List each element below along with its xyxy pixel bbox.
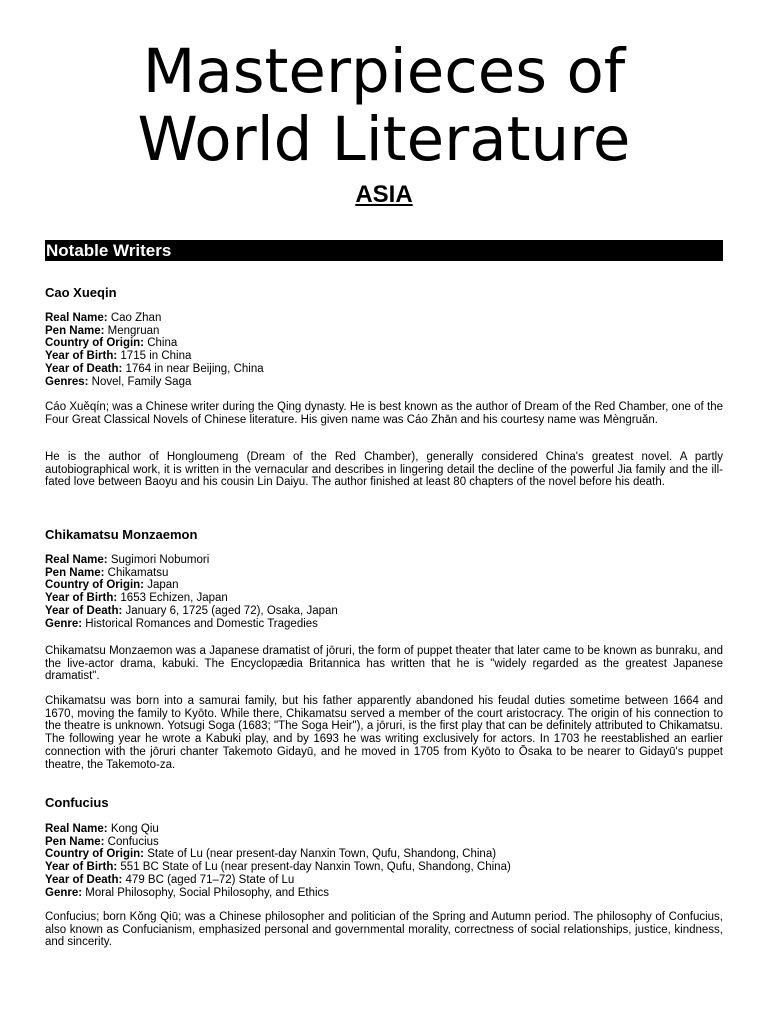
writer-bio-paragraph xyxy=(45,401,723,426)
fact-label: Real Name: xyxy=(45,554,108,566)
fact-label: Real Name: xyxy=(45,312,108,324)
fact-label: Year of Birth: xyxy=(45,861,118,874)
fact-label: Year of Death: xyxy=(45,873,123,886)
fact-row xyxy=(45,861,723,874)
fact-value: 551 BC State of Lu (near present-day Nanxin Town, Qufu, Shandong, China) xyxy=(117,861,511,874)
fact-value: January 6, 1725 (aged 72), Osaka, Japan xyxy=(122,604,338,617)
title-line-2: World Literature xyxy=(137,104,631,175)
writer-name: Chikamatsu Monzaemon xyxy=(45,527,198,542)
fact-label: Country of Origin: xyxy=(45,848,145,861)
fact-value: 1715 in China xyxy=(117,350,192,363)
fact-label: Genre: xyxy=(45,617,83,630)
fact-label: Genre: xyxy=(45,886,83,899)
fact-value: Kong Qiu xyxy=(107,823,159,835)
fact-label: Year of Death: xyxy=(45,604,123,617)
fact-value: Novel, Family Saga xyxy=(88,375,192,388)
writer-facts xyxy=(45,312,723,388)
fact-row xyxy=(45,350,723,363)
page-subtitle xyxy=(0,180,768,210)
fact-row xyxy=(45,874,723,887)
writer-facts xyxy=(45,823,723,899)
fact-label: Pen Name: xyxy=(45,835,105,848)
writer-name: Cao Xueqin xyxy=(45,285,117,300)
fact-value: State of Lu (near present-day Nanxin Town, Qufu, Shandong, China) xyxy=(144,848,497,861)
fact-value: Sugimori Nobumori xyxy=(107,554,210,566)
title-line-1: Masterpieces of xyxy=(142,36,626,107)
writer-bio-paragraph xyxy=(45,451,723,489)
fact-value: 479 BC (aged 71–72) State of Lu xyxy=(122,873,295,886)
fact-row xyxy=(45,567,723,580)
fact-label: Real Name: xyxy=(45,823,108,835)
fact-label: Pen Name: xyxy=(45,324,105,337)
fact-row xyxy=(45,887,723,900)
page-title xyxy=(0,38,768,174)
writer-bio-paragraph xyxy=(45,911,723,949)
fact-row xyxy=(45,312,723,325)
fact-row xyxy=(45,836,723,849)
section-heading: Notable Writers xyxy=(45,240,723,261)
fact-value: 1764 in near Beijing, China xyxy=(122,362,264,375)
writer-bio-paragraph xyxy=(45,695,723,771)
fact-row xyxy=(45,363,723,376)
fact-value: Moral Philosophy, Social Philosophy, and Ethics xyxy=(82,886,330,899)
fact-row xyxy=(45,554,723,567)
fact-value: 1653 Echizen, Japan xyxy=(117,592,228,605)
fact-row xyxy=(45,376,723,389)
writer-facts xyxy=(45,554,723,630)
fact-value: Cao Zhan xyxy=(107,312,162,324)
writer-bio-paragraph xyxy=(45,645,723,683)
fact-label: Country of Origin: xyxy=(45,337,145,350)
paragraph-text: Confucius; born Kǒng Qiū; was a Chinese philosopher and politician of the Spring and Autumn period. The philosophy of Confucius, also known as Confucianism, emphasized personal and governmental morality, correctness of social relationships, justice, kindness, and sincerity. xyxy=(45,911,723,949)
fact-row xyxy=(45,325,723,338)
fact-label: Year of Birth: xyxy=(45,592,118,605)
fact-label: Year of Death: xyxy=(45,362,123,375)
fact-row xyxy=(45,618,723,631)
subtitle-text: ASIA xyxy=(355,181,413,208)
fact-row xyxy=(45,823,723,836)
fact-row xyxy=(45,605,723,618)
fact-row xyxy=(45,337,723,350)
fact-row xyxy=(45,579,723,592)
paragraph-text: He is the author of Hongloumeng (Dream of the Red Chamber), generally considered China's greatest novel. A partly autobiographical work, it is written in the vernacular and describes in lingering detail the decline of the powerful Jia family and the ill-fated love between Baoyu and his cousin Lin Daiyu. The author finished at least 80 chapters of the novel before his death. xyxy=(45,451,723,489)
fact-row xyxy=(45,848,723,861)
fact-value: Mengruan xyxy=(104,324,160,337)
fact-label: Country of Origin: xyxy=(45,579,145,592)
fact-value: Confucius xyxy=(104,835,159,848)
fact-row xyxy=(45,592,723,605)
paragraph-text: Cáo Xuěqín; was a Chinese writer during the Qing dynasty. He is best known as the author of Dream of the Red Chamber, one of the Four Great Classical Novels of Chinese literature. His given name was Cáo Zhān and his courtesy name was Mèngruǎn. xyxy=(45,401,723,426)
fact-label: Genres: xyxy=(45,375,89,388)
fact-value: Japan xyxy=(144,579,179,592)
fact-value: Historical Romances and Domestic Tragedies xyxy=(82,617,318,630)
paragraph-text: Chikamatsu Monzaemon was a Japanese dramatist of jōruri, the form of puppet theater that later came to be known as bunraku, and the live-actor drama, kabuki. The Encyclopædia Britannica has written that he is "widely regarded as the greatest Japanese dramatist". xyxy=(45,645,723,683)
writer-name: Confucius xyxy=(45,795,109,810)
fact-label: Pen Name: xyxy=(45,566,105,579)
paragraph-text: Chikamatsu was born into a samurai family, but his father apparently abandoned his feudal duties sometime between 1664 and 1670, moving the family to Kyōto. While there, Chikamatsu served a member of the court aristocracy. The origin of his connection to the theatre is unknown. Yotsugi Soga (1683; "The Soga Heir"), a jōruri, is the first play that can be definitely attributed to Chikamatsu. The following year he wrote a Kabuki play, and by 1693 he was writing exclusively for actors. In 1703 he reestablished an earlier connection with the jōruri chanter Takemoto Gidayū, and he moved in 1705 from Kyōto to Ōsaka to be nearer to Gidayū's puppet theatre, the Takemoto-za. xyxy=(45,695,723,771)
fact-value: China xyxy=(144,337,178,350)
fact-value: Chikamatsu xyxy=(104,566,169,579)
fact-label: Year of Birth: xyxy=(45,350,118,363)
